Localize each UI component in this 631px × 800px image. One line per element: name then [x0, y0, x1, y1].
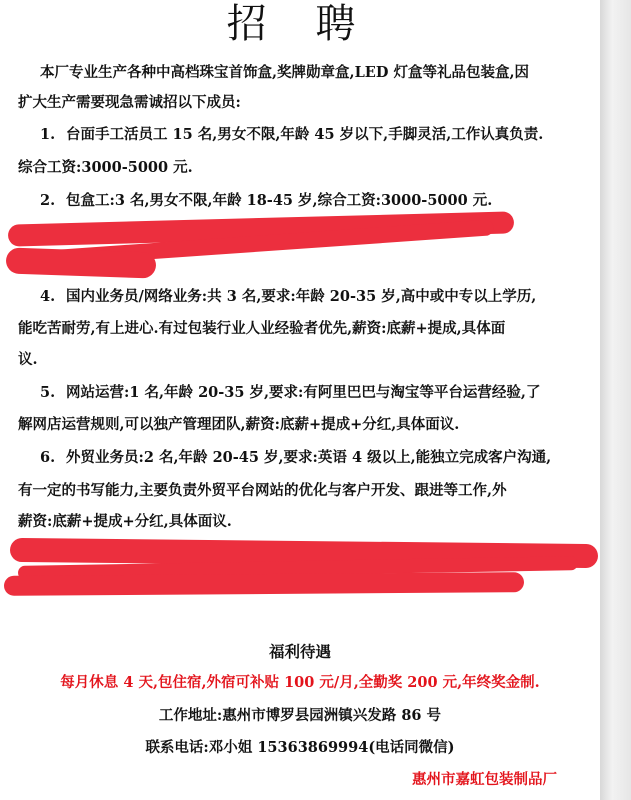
position-item-2: [40, 190, 600, 212]
position-number: 2.: [40, 192, 56, 209]
page-title: 招 聘: [226, 1, 374, 47]
position-text: 台面手工活员工 15 名,男女不限,年龄 45 岁以下,手脚灵活,工作认真负责.: [66, 126, 544, 143]
position-text: 有一定的书写能力,主要负责外贸平台网站的优化与客户开发、跟进等工作,外: [18, 482, 507, 499]
contact-phone: 联系电话:邓小姐 15363869994(电话同微信): [145, 739, 455, 756]
redaction-mark: [4, 572, 524, 596]
company-name: 惠州市嘉虹包装制品厂: [412, 771, 557, 788]
position-number: 1.: [40, 126, 56, 143]
redaction-mark: [6, 247, 157, 278]
intro-line: 扩大生产需要现急需诚招以下成员:: [18, 94, 241, 111]
position-number: 5.: [40, 384, 56, 401]
position-text: 议.: [18, 351, 38, 368]
position-text: 薪资:底薪+提成+分红,具体面议.: [18, 513, 232, 530]
position-number: 6.: [40, 449, 56, 466]
position-item-4: [40, 286, 600, 308]
position-text: 国内业务员/网络业务:共 3 名,要求:年龄 20-35 岁,高中或中专以上学历,: [66, 288, 537, 305]
position-text: 外贸业务员:2 名,年龄 20-45 岁,要求:英语 4 级以上,能独立完成客户沟通,: [66, 449, 552, 466]
position-item-5: [40, 382, 600, 404]
position-text: 网站运营:1 名,年龄 20-35 岁,要求:有阿里巴巴与淘宝等平台运营经验,了: [66, 384, 541, 401]
position-text: 综合工资:3000-5000 元.: [18, 159, 193, 176]
work-address: 工作地址:惠州市博罗县园洲镇兴发路 86 号: [158, 707, 442, 724]
page-edge: [600, 0, 631, 800]
intro-line: 本厂专业生产各种中高档珠宝首饰盒,奖牌勋章盒,LED 灯盒等礼品包装盒,因: [40, 64, 530, 81]
position-text: 能吃苦耐劳,有上进心.有过包装行业人业经验者优先,薪资:底薪+提成,具体面: [18, 320, 506, 337]
position-text: 解网店运营规则,可以独产管理团队,薪资:底薪+提成+分红,具体面议.: [18, 416, 460, 433]
position-number: 4.: [40, 288, 56, 305]
position-text: 包盒工:3 名,男女不限,年龄 18-45 岁,综合工资:3000-5000 元.: [66, 192, 493, 209]
position-item-6: [40, 447, 600, 469]
benefits-details: 每月休息 4 天,包住宿,外宿可补贴 100 元/月,全勤奖 200 元,年终奖金制.: [60, 674, 540, 691]
position-item-1: [40, 124, 600, 146]
benefits-heading: 福利待遇: [268, 642, 331, 661]
